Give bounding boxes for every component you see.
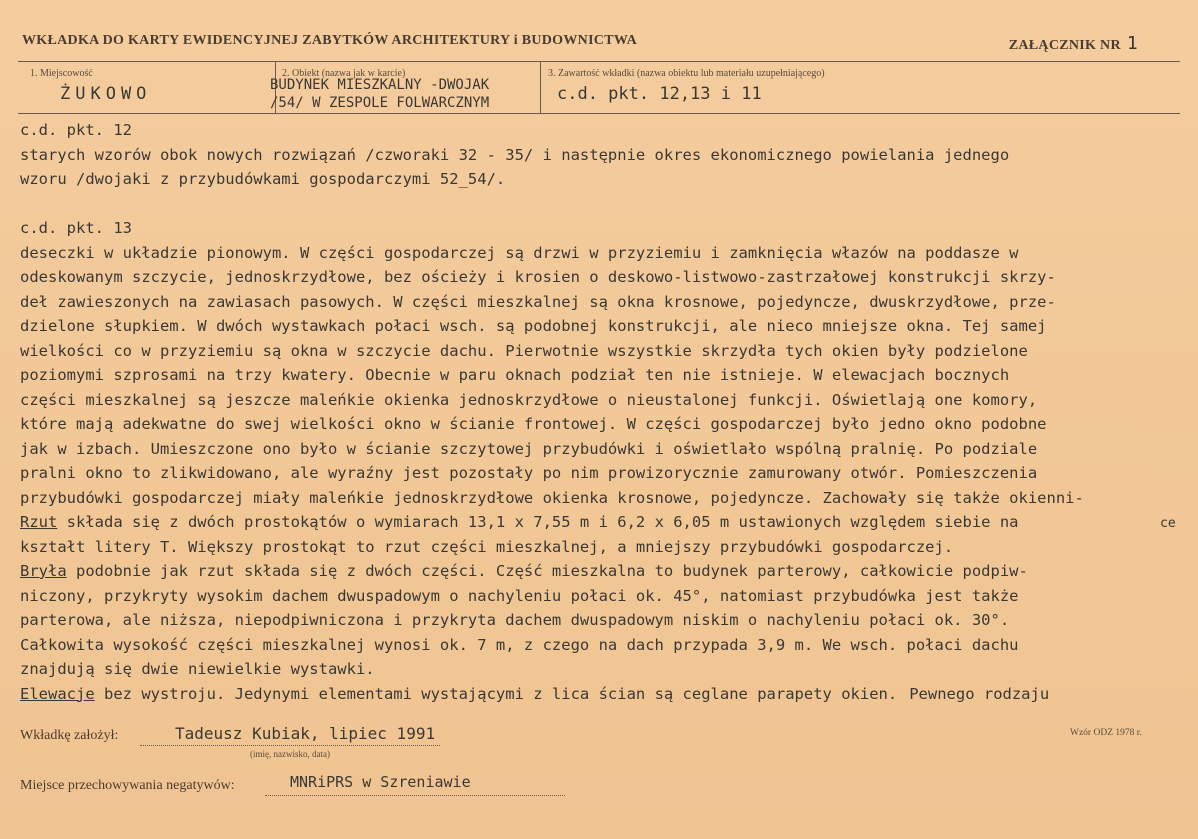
body-line: niczony, przykryty wysokim dachem dwuspadowym o nachyleniu połaci ok. 45°, natomiast przybudówka jest także <box>20 586 1019 605</box>
section-heading-elewacje: Elewacje <box>20 684 95 703</box>
body-line <box>20 559 1190 584</box>
body-line: poziomymi szprosami na trzy kwatery. Obecnie w paru oknach podział ten nie istnieje. W elewacjach bocznych <box>20 366 1010 384</box>
field-2-value-line1: BUDYNEK MIESZKALNY -DWOJAK <box>270 77 490 93</box>
form-title: WKŁADKA DO KARTY EWIDENCYJNEJ ZABYTKÓW ARCHITEKTURY i BUDOWNICTWA <box>22 33 638 48</box>
attachment-label: ZAŁĄCZNIK NR <box>1008 38 1121 53</box>
body-line <box>20 682 1190 707</box>
field-1-value: ŻUKOWO <box>60 84 152 104</box>
body-line: jak w izbach. Umieszczone ono było w ścianie szczytowej przybudówki i oświetlało wspólną pralnię. Po podziale <box>20 439 1038 458</box>
body-line: znajdują się dwie niewielkie wystawki. <box>20 660 375 678</box>
author-hint: (imię, nazwisko, data) <box>250 749 330 759</box>
attachment-number: 1 <box>1126 33 1138 54</box>
attachment-number-label <box>1009 33 1138 54</box>
body-line-tail: Pewnego rodzaju <box>909 684 1050 703</box>
body-line: deł zawieszonych na zawiasach pasowych. W części mieszkalnej są okna krosnowe, pojedyncze, dwuskrzydłowe, prze- <box>20 292 1056 311</box>
field-1-label: 1. Miejscowość <box>30 68 93 79</box>
body-line: odeskowanym szczycie, jednoskrzydłowe, bez ościeży i krosien o deskowo-listwowo-zastrzałowej konstrukcji skrzy- <box>20 268 1056 286</box>
body-line: przybudówki gospodarczej miały maleńkie jednoskrzydłowe okienka krosnowe, pojedyncze. Zachowały się także okienni- <box>20 488 1084 507</box>
field-divider-2 <box>540 61 541 113</box>
body-line-text: bez wystroju. Jedynymi elementami wystającymi z lica ścian są ceglane parapety okien. <box>94 684 898 703</box>
body-line: c.d. pkt. 12 <box>20 121 132 139</box>
field-3-label: 3. Zawartość wkładki (nazwa obiektu lub materiału uzupełniającego) <box>548 68 825 79</box>
storage-dotted-line <box>265 795 565 796</box>
body-line: które mają adekwatne do swej wielkości okno w ścianie frontowej. W części gospodarczej było jedno okno podobne <box>20 415 1047 433</box>
field-2-label: 2. Obiekt (nazwa jak w karcie) <box>282 68 406 79</box>
header-bottom-rule <box>18 113 1180 114</box>
body-line: wielkości co w przyziemiu są okna w szczycie dachu. Pierwotnie wszystkie skrzydła tych okien były podzielone <box>20 341 1028 360</box>
body-line <box>20 510 1190 535</box>
section-heading-bryla: Bryła <box>20 562 67 580</box>
author-label: Wkładkę założył: <box>20 728 119 743</box>
author-value: Tadeusz Kubiak, lipiec 1991 <box>175 724 436 743</box>
author-dotted-line <box>140 745 440 746</box>
form-code: Wzór ODZ 1978 r. <box>1070 728 1142 738</box>
body-line: c.d. pkt. 13 <box>20 219 132 237</box>
body-line-text: podobnie jak rzut składa się z dwóch części. Część mieszkalna to budynek parterowy, całkowicie podpiw- <box>66 562 1028 580</box>
body-line: deseczki w układzie pionowym. W części gospodarczej są drzwi w przyziemiu i zamknięcia włazów na poddasze w <box>20 243 1019 262</box>
header-top-rule <box>18 61 1180 62</box>
body-line: pralni okno to zlikwidowano, ale wyraźny jest pozostały po nim prowizorycznie zamurowany otwór. Pomieszczenia <box>20 464 1038 482</box>
body-line-text: składa się z dwóch prostokątów o wymiarach 13,1 x 7,55 m i 6,2 x 6,05 m ustawionych względem siebie na <box>57 513 1019 531</box>
body-line: dzielone słupkiem. W dwóch wystawkach połaci wsch. są podobnej konstrukcji, ale nieco mniejsze okna. Tej samej <box>20 317 1047 335</box>
storage-label: Miejsce przechowywania negatywów: <box>20 778 235 793</box>
body-line: starych wzorów obok nowych rozwiązań /czworaki 32 - 35/ i następnie okres ekonomicznego powielania jednego <box>20 145 1010 164</box>
section-heading-rzut: Rzut <box>20 513 58 531</box>
margin-note: ce <box>1160 516 1176 531</box>
field-3-value: c.d. pkt. 12,13 i 11 <box>557 84 762 104</box>
body-line: parterowa, ale niższa, niepodpiwniczona i przykryta dachem dwuspadowym niskim o nachyleniu połaci ok. 30°. <box>20 611 1010 629</box>
body-line: części mieszkalnej są jeszcze maleńkie okienka jednoskrzydłowe o nieustalonej funkcji. Oświetlają one komory, <box>20 390 1038 409</box>
body-line: kształt litery T. Większy prostokąt to rzut części mieszkalnej, a mniejszy przybudówki gospodarczej. <box>20 537 954 556</box>
body-line: wzoru /dwojaki z przybudówkami gospodarczymi 52_54/. <box>20 170 506 188</box>
field-2-value-line2: /54/ W ZESPOLE FOLWARCZNYM <box>270 95 490 111</box>
storage-value: MNRiPRS w Szreniawie <box>290 773 471 791</box>
body-line: Całkowita wysokość części mieszkalnej wynosi ok. 7 m, z czego na dach przypada 3,9 m. We wsch. połaci dachu <box>20 635 1019 654</box>
typed-body <box>20 118 1190 706</box>
paragraph-gap <box>20 192 1190 217</box>
